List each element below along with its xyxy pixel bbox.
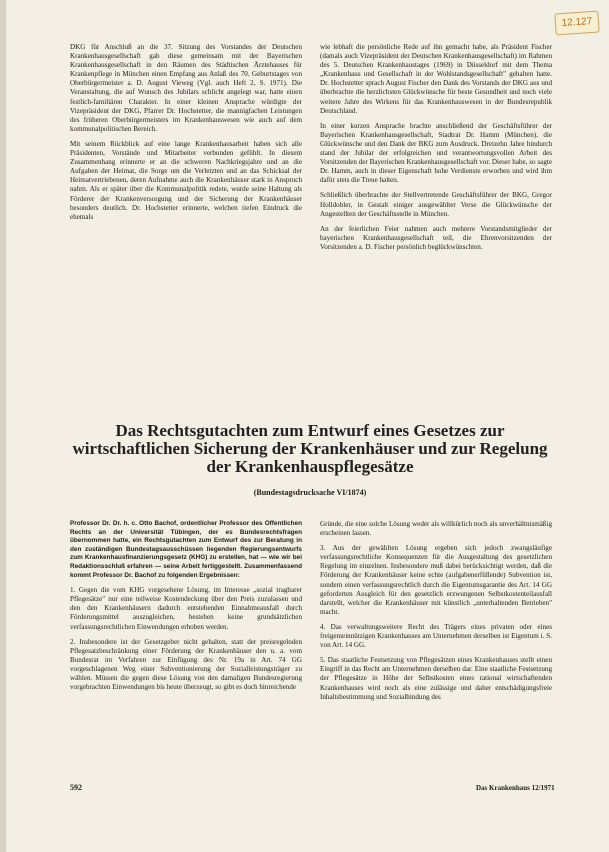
article-heading: Das Rechtsgutachten zum Entwurf eines Gesetzes zur wirtschaftlichen Sicherung der Krankenhäuser und zur Regelung der Krankenhauspflegesätze [72,421,548,476]
article-subheading: (Bundestagsdrucksache VI/1874) [253,488,367,497]
top-right-column [320,43,552,383]
journal-footer: Das Krankenhaus 12/1971 [476,784,555,792]
paragraph: In einer kurzen Ansprache brachte anschließend der Geschäftsführer der Bayerischen Krankenhausgesellschaft, Stadtrat Dr. Hamm (München), die Glückwünsche und den Dank der BKG zum Ausdruck. Dreizehn Jahre hindurch stand der Jubilar der erfolgreichen und verantwortungsvollen Arbeit des Vorsitzenden der Bayerischen Krankenhausgesellschaft vor. Dieser habe, so sagte Dr. Hamm, auch in dieser Eigenschaft hohe Verdienste erworben und wird ihm dafür stets die Treue halten. [320,121,552,185]
paragraph: DKG für Anschluß an die 37. Sitzung des Vorstandes der Deutschen Krankenhausgesellschaft gab diese gemeinsam mit der Bayerischen Krankenhausgesellschaft in den Räumen des Städtischen Ärztehauses für Krankenpflege in München einen Empfang aus Anlaß des 70. Geburtstages von Oberbürgermeister a. D. August Vieweg (Vgl. auch Heft 2, S. 1971). Die Veranstaltung, die auf Wunsch des Jubilars schlicht angelegt war, hatte einen festlich-familiären Charakter. In einer kleinen Ansprache würdigte der Vizepräsident der DKG, Pfarrer Dr. Hochstetter, die mannigfachen Leistungen des früheren Oberbürgermeisters im Krankenhauswesen wie auch auf dem kommunalpolitischen Bereich. [70,43,302,133]
paragraph: wie lebhaft die persönliche Rede auf ihn gemacht habe, als Präsident Fischer (damals auch Vizepräsident der Deutschen Krankenhausgesellschaft) im Rahmen des 5. Deutschen Krankenhaustages (1969) in Düsseldorf mit dem Thema „Krankenhaus und Gesellschaft in der Wohlstandsgesellschaft" gehalten hatte. Dr. Hochstetter sprach August Fischer den Dank des Vorstands der DKG aus und überbrachte die herzlichsten Glückwünsche für beste Gesundheit und noch viele weitere Jahre des Wirkens für das Krankenhauswesen in der Bundesrepublik Deutschland. [320,43,552,115]
paragraph: 5. Das staatliche Festsetzung von Pflegesätzen eines Krankenhauses stellt einen Eingriff in das Recht am Unternehmen derselben dar. Eine staatliche Festsetzung der Pflegesätze in Höhe der Selbstkosten eines rational wirtschaftenden Krankenhauses wird noch als eine zulässige und daher entschädigungsfreie Inhaltsbestimmung und Sozialbindung des [320,656,552,701]
paragraph: Gründe, die eine solche Lösung weder als willkürlich noch als unverhältnismäßig erscheinen lassen. [320,520,552,538]
bottom-right-column [320,520,552,775]
paragraph: Schließlich überbrachte der Stellvertretende Geschäftsführer der BKG, Gregor Holldobler, in Gestalt einiger ausgewählter Verse die Glückwünsche der Angestellten der Geschäftsstelle in München. [320,191,552,218]
page-stamp: 12.127 [554,10,599,35]
page-number: 592 [70,783,82,792]
top-left-column [70,43,302,383]
paragraph: 1. Gegen die vom KHG vorgesehene Lösung, im Interesse „sozial tragbarer Pflegesätze" nur eine teilweise Kostendeckung über den Preis zuzulassen und den den Krankenhäusern dadurch entstehenden Einnahmeausfall durch Förderungsmittel auszugleichen, bestehen keine grundsätzlichen verfassungsrechtlichen Einwendungen erhoben werden. [70,586,302,631]
page-edge [0,0,6,852]
intro-paragraph: Professor Dr. Dr. h. c. Otto Bachof, ordentlicher Professor des Öffentlichen Rechts an der Universität Tübingen, der es Bundesrechtsfragen übernommen hatte, ein Rechtsgutachten zum Entwurf des zur Beratung in den zuständigen Bundestagsausschüssen liegenden Regierungsentwurfs zum Krankenhausfinanzierungsgesetz (KHG) zu erstellen, hat — wie wir bei Redaktionsschluß erfahren — seine Arbeit fertiggestellt. Zusammenfassend kommt Professor Dr. Bachof zu folgenden Ergebnissen: [70,520,302,579]
paragraph: Mit seinem Rückblick auf eine lange Krankenhausarbeit haben sich alle Präsidenten, Vorstände und Mitarbeiter verbunden gefühlt. In diesem Zusammenhang erinnerte er an die schweren Nachkriegsjahre und an die Aufgaben der Heimat, die Sorge um die Verletzten und an das Schicksal der Heimatvertriebenen, deren Aufnahme auch die Krankenhäuser stark in Anspruch nahm. Als er später über die Kommunalpolitik redete, wurde seine Haltung als Förderer der Krankenversorgung und der Sicherung der Krankenhäuser besonders deutlich. Dr. Hochstetter erinnerte, welchen tiefen Eindruck die ehemals [70,139,302,221]
paragraph: An der feierlichen Feier nahmen auch mehrere Vorstandsmitglieder der bayerischen Krankenhausgesellschaft teil, die Ehrenvorsitzenden der Vorsitzenden a. D. Fischer persönlich beglückwünschten. [320,224,552,251]
paragraph: 4. Das verwaltungsweitere Recht des Trägers eines privaten oder eines freigemeinnützigen Krankenhauses am Unternehmen derselben ist Eigentum i. S. von Art. 14 GG. [320,622,552,650]
paragraph: 3. Aus der gewählten Lösung ergeben sich jedoch zwangsläufige verfassungsrechtliche Konsequenzen für die Ausgestaltung des gesetzlichen Regelung im einzelnen. Insbesondere muß dabei berücksichtigt werden, daß die Förderung der Krankenhäuser keine echte (aufgabenerfüllende) Subvention ist, sondern einen verfassungsrechtlich durch die Eigentumsgarantie des Art. 14 GG geforderten Ausgleich für den gesetzlich erzwungenen Selbstkostenteilausfall darstellt, welcher die Krankenhäuser mit künstlich „unterhaltenden Betrieben" macht. [320,544,552,616]
paragraph: 2. Insbesondere ist der Gesetzgeber nicht gehalten, statt der preisregelnden Pflegesatzbeschränkung einer Förderung der Krankenhäuser den u. a. vom Bundesrat im Verfahren zur Einfügung des Nr. 19a in Art. 74 GG vorgeschlagenen Weg einer Subventionierung der Sozialleistungsträger zu wählen. Müssen die gegen diese Lösung von den damaligen Bundesregierung vorgebrachten Einwendungen bis heute überzeugt, so gibt es doch hinreichende [70,637,302,692]
bottom-left-column [70,520,302,775]
